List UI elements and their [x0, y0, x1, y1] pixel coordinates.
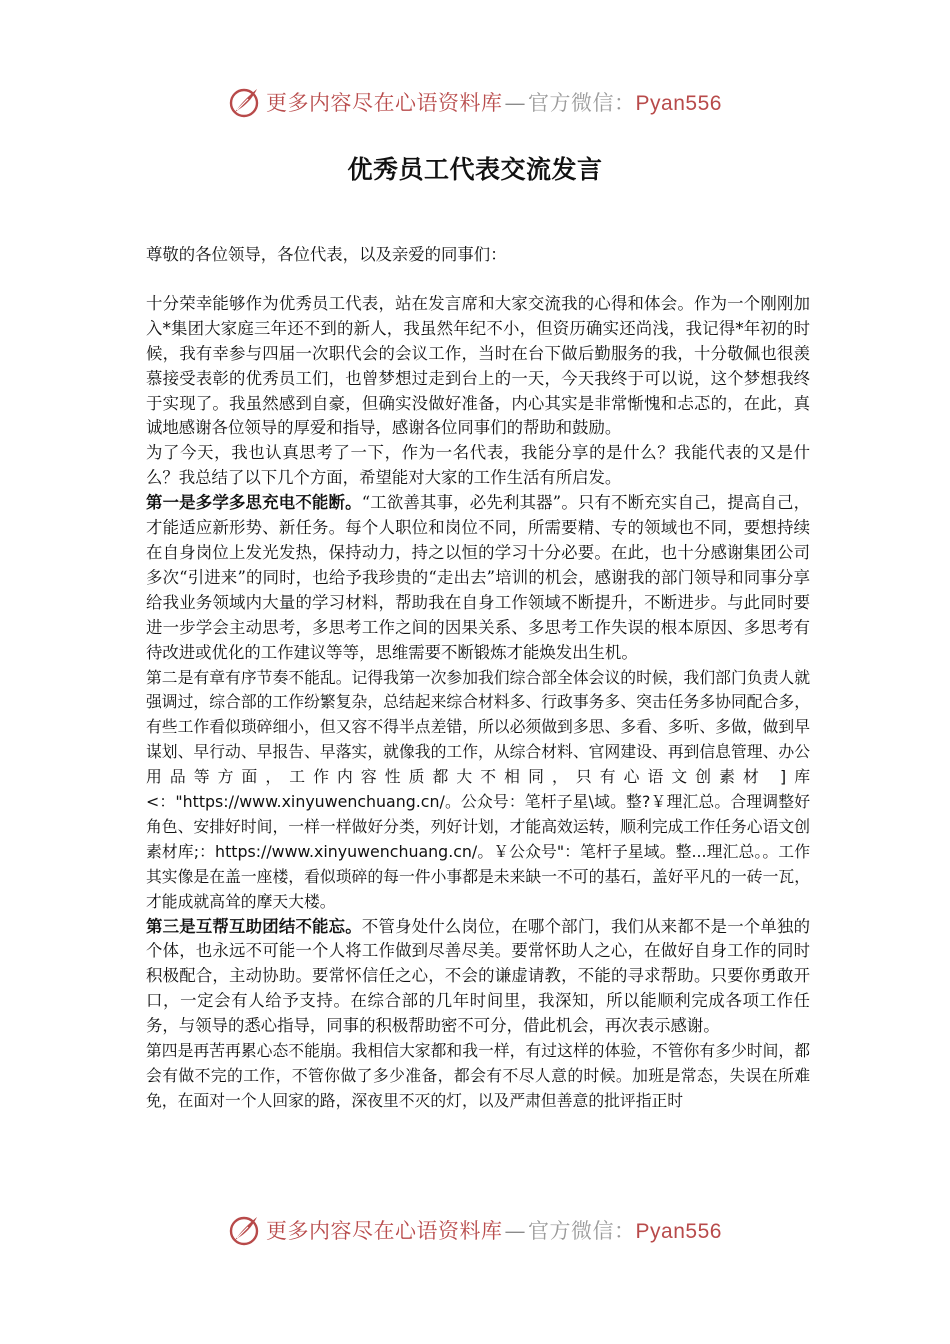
document-title: 优秀员工代表交流发言	[347, 155, 603, 184]
watermark-dash: —	[504, 1219, 527, 1243]
watermark-dash: —	[504, 91, 527, 115]
watermark-banner-top	[0, 80, 950, 124]
paragraph-2	[146, 441, 810, 491]
paragraph-3	[146, 491, 810, 665]
watermark-banner-bottom	[0, 1208, 950, 1252]
paragraph-6	[146, 1039, 810, 1114]
watermark-wechat-id: Pyan556	[635, 1220, 722, 1243]
watermark-sub-text: 官方微信：	[528, 91, 636, 115]
paragraph-text: 第四是再苦再累心态不能崩。我相信大家都和我一样，有过这样的体验，不管你有多少时间，都会有做不完的工作，不管你做了多少准备，都会有不尽人意的时候。加班是常态，失误在所难免，在面对一个人回家的路，深夜里不灭的灯，以及严肃但善意的批评指正时	[146, 1041, 810, 1110]
watermark-sub-text: 官方微信：	[528, 1219, 636, 1243]
paragraph-text: 十分荣幸能够作为优秀员工代表，站在发言席和大家交流我的心得和体会。作为一个刚刚加入*集团大家庭三年还不到的新人，我虽然年纪不小，但资历确实还尚浅，我记得*年初的时候，我有幸参与四届一次职代会的会议工作，当时在台下做后勤服务的我，十分敬佩也很羡慕接受表彰的优秀员工们，也曾梦想过走到台上的一天，今天我终于可以说，这个梦想我终于实现了。我虽然感到自豪，但确实没做好准备，内心其实是非常惭愧和忐忑的，在此，真诚地感谢各位领导的厚爱和指导，感谢各位同事们的帮助和鼓励。	[146, 293, 810, 438]
paragraph-lead: 第三是互帮互助团结不能忘。	[146, 916, 362, 936]
quill-pen-logo-icon	[228, 85, 262, 119]
paragraph-text: 第二是有章有序节奏不能乱。记得我第一次参加我们综合部全体会议的时候，我们部门负责人就强调过，综合部的工作纷繁复杂，总结起来综合材料多、行政事务多、突击任务多协同配合多，有些工作看似琐碎细小，但又容不得半点差错，所以必须做到多思、多看、多听、多做，做到早谋划、早行动、早报告、早落实，就像我的工作，从综合材料、官网建设、再到信息管理、办公用品等方面，工作内容性质都大不相同，只有心语文创素材 ]库<："https://www.xinyuwenchuang.cn/。公众号：笔杆子星\域。整?￥理汇总。合理调整好角色、安排好时间，一样一样做好分类，列好计划，才能高效运转，顺利完成工作任务心语文创素材库;：https://www.xinyuwenchuang.cn/。￥公众号"：笔杆子星域。整...理汇总。。工作其实像是在盖一座楼，看似琐碎的每一件小事都是未来缺一不可的基石，盖好平凡的一砖一瓦，才能成就高耸的摩天大楼。	[146, 667, 810, 911]
paragraph-text: 为了今天，我也认真思考了一下，作为一名代表，我能分享的是什么？我能代表的又是什么？我总结了以下几个方面，希望能对大家的工作生活有所启发。	[146, 443, 810, 488]
watermark-wechat-id: Pyan556	[635, 92, 722, 115]
watermark-main-text: 更多内容尽在心语资料库	[266, 1219, 503, 1243]
paragraph-text: 不管身处什么岗位，在哪个部门，我们从来都不是一个单独的个体，也永远不可能一个人将工作做到尽善尽美。要常怀助人之心，在做好自身工作的同时积极配合，主动协助。要常怀信任之心，不会的谦虚请教，不能的寻求帮助。只要你勇敢开口，一定会有人给予支持。在综合部的几年时间里，我深知，所以能顺利完成各项工作任务，与领导的悉心指导，同事的积极帮助密不可分，借此机会，再次表示感谢。	[146, 916, 811, 1036]
paragraph-4	[146, 666, 810, 915]
paragraph-5	[146, 915, 810, 1040]
paragraph-lead: 第一是多学多思充电不能断。	[146, 493, 362, 513]
paragraph-1	[146, 292, 810, 441]
quill-pen-logo-icon	[228, 1213, 262, 1247]
paragraph-text: “工欲善其事，必先利其器”。只有不断充实自己，提高自己，才能适应新形势、新任务。每个人职位和岗位不同，所需要精、专的领域也不同，要想持续在自身岗位上发光发热，保持动力，持之以恒的学习十分必要。在此，也十分感谢集团公司多次“引进来”的同时，也给予我珍贵的“走出去”培训的机会，感谢我的部门领导和同事分享给我业务领域内大量的学习材料，帮助我在自身工作领域不断提升，不断进步。与此同时要进一步学会主动思考，多思考工作之间的因果关系、多思考工作失误的根本原因、多思考有待改进或优化的工作建议等等，思维需要不断锻炼才能焕发出生机。	[146, 493, 811, 662]
document-body	[146, 243, 810, 1114]
greeting: 尊敬的各位领导，各位代表，以及亲爱的同事们：	[146, 245, 507, 264]
watermark-main-text: 更多内容尽在心语资料库	[266, 91, 503, 115]
